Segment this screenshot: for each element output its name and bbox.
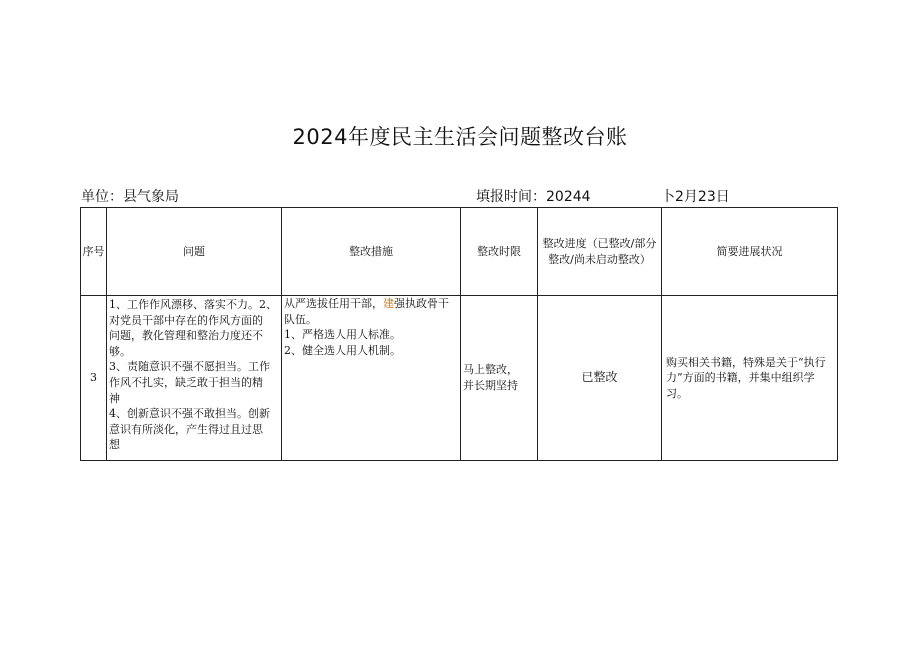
problem-line: 4、创新意识不强不敢担当。创新	[109, 407, 270, 421]
measures-summary	[284, 296, 458, 327]
problem-line: 想	[109, 438, 120, 452]
measures-highlight: 建	[383, 297, 394, 310]
problem-line: 神	[109, 391, 120, 405]
cell-measures	[282, 296, 461, 461]
deadline-line: 并长期坚持	[463, 379, 518, 392]
header-deadline: 整改时限	[461, 208, 538, 296]
table-header-row	[81, 208, 838, 296]
rectification-table	[80, 207, 838, 461]
date-label: 卜2月23日	[661, 189, 730, 205]
measures-item: 1、严格选人用人标准。	[284, 328, 401, 342]
problem-line: 1、工作作风漂移、落实不力。2、	[109, 298, 277, 311]
header-problem: 问题	[107, 208, 282, 296]
fill-time-label: 填报时间：20244	[476, 189, 591, 205]
page-title: 2024年度民主生活会问题整改台账	[292, 125, 628, 149]
header-seq: 序号	[81, 208, 107, 296]
measures-text-a: 从严选拔任用干部，	[284, 297, 383, 310]
problem-line: 够。	[109, 344, 131, 358]
cell-problem	[107, 296, 282, 461]
problem-line: 对党员干部中存在的作风方面的	[109, 313, 263, 327]
deadline-line: 马上整改，	[463, 363, 518, 377]
header-progress: 整改进度（已整改/部分整改/尚未启动整改）	[538, 208, 662, 296]
header-summary: 简要进展状况	[662, 208, 838, 296]
measures-text-c: 强执政骨干队伍。	[284, 297, 449, 326]
measures-item: 2、健全选人用人机制。	[284, 343, 401, 357]
problem-line: 3、责随意识不强不愿担当。工作	[109, 360, 270, 374]
problem-line: 问题，教化管理和整治力度还不	[109, 329, 263, 343]
cell-progress: 已整改	[538, 296, 662, 461]
unit-label: 单位：县气象局	[81, 189, 179, 205]
problem-line: 作风不扎实，缺乏敢于担当的精	[109, 375, 263, 389]
cell-seq: 3	[81, 296, 107, 461]
cell-deadline	[461, 296, 538, 461]
header-measures: 整改措施	[282, 208, 461, 296]
cell-summary: 购买相关书籍，特殊是关于“执行力”方面的书籍，并集中组织学习。	[662, 296, 838, 461]
problem-line: 意识有所淡化，产生得过且过思	[109, 422, 263, 436]
table-row	[81, 296, 838, 461]
